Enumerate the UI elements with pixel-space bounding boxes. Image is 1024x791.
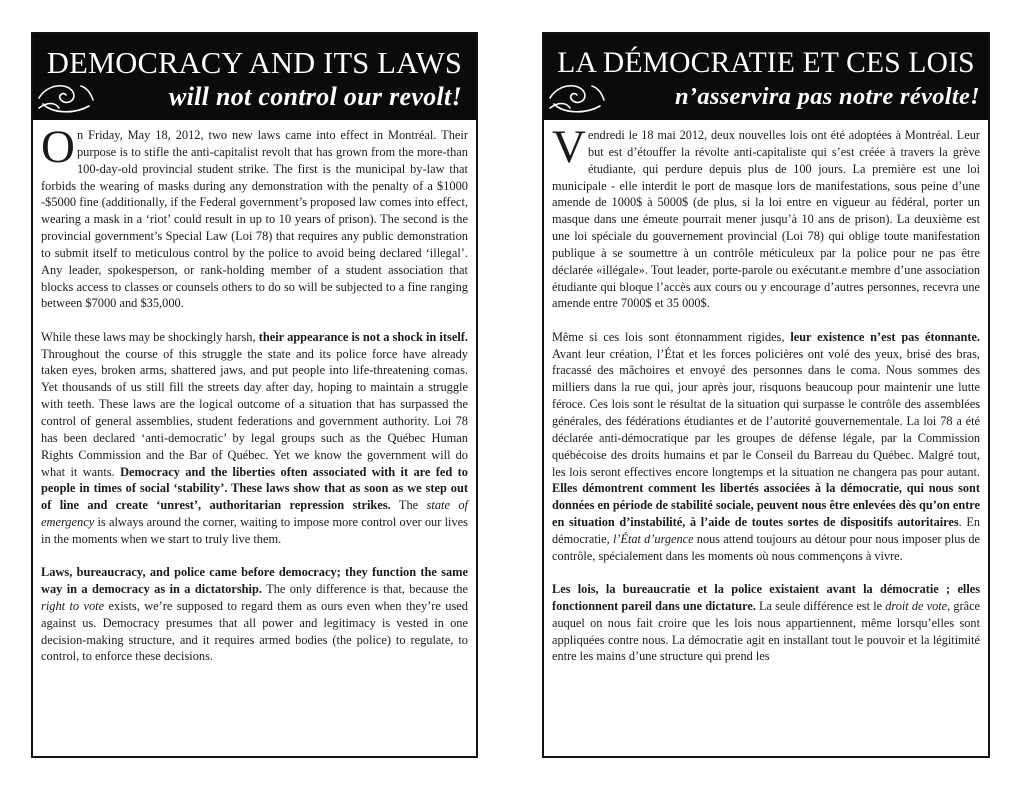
page-title: DEMOCRACY AND ITS LAWS (46, 46, 463, 80)
p2-f: state of emergency (41, 498, 468, 530)
paragraph-1 (552, 121, 980, 312)
page-title: LA DÉMOCRATIE ET CES LOIS (557, 47, 975, 79)
p3-c: right to vote (41, 598, 105, 613)
title-banner (544, 34, 988, 120)
p2-c: Avant leur création, l’État et les forces policières ont volé des yeux, brisé des bras, fracassé des mâchoires et envoyé des personnes dans le coma. Nous sommes des milliers dans la rue qui, jour après jour, risquons beaucoup pour maintenir une lutte féroce. Ces lois sont le résultat de la situation qui surpasse le contrôle des assemblées générales, des fédérations étudiantes et de l’autorité gouvernementale. La loi 78 a été déclarée anti-démocratique par les groupes de défense légale, par la Commission québécoise des droits humains et par le Conseil du Barreau du Québec. Malgré tout, les lois seront effectives encore longtemps et la situation ne changera pas pour autant. (552, 346, 980, 479)
drop-cap: O (41, 121, 75, 173)
page-subtitle: will not control our revolt! (168, 82, 462, 111)
p2-b: their appearance is not a shock in itself. (258, 329, 468, 344)
paragraph-3 (552, 581, 980, 665)
drop-cap: V (552, 121, 586, 173)
p2-a: Même si ces lois sont étonnamment rigides, (552, 329, 791, 344)
paragraph-3 (41, 564, 468, 665)
paragraph-1 (41, 121, 468, 312)
p2-e: The (390, 498, 427, 513)
page-french (542, 32, 990, 758)
p3-b: La seule différence est le (755, 598, 886, 613)
p3-d: , grâce auquel on nous fait croire que les lois nous appartiennent, même lorsqu’elles sont appliquées contre nous. La démocratie agit en installant tout le pouvoir et la légitimité entre les mains d’une structure qui prend les (552, 598, 980, 664)
title-banner (33, 34, 476, 120)
p3-b: The only difference is that, because the (262, 582, 469, 597)
p2-g: is always around the corner, waiting to impose more control over our lives in the moments when we start to truly live them. (41, 515, 468, 546)
page-english (31, 32, 478, 758)
swirl-ornament-icon (37, 78, 95, 116)
paragraph-2 (41, 329, 468, 548)
p3-a: Les lois, la bureaucratie et la police existaient avant la démocratie ; elles fonctionnent pareil dans une dictature. (552, 582, 980, 613)
p2-d: Democracy and the liberties often associated with it are fed to people in times of social ‘stability’. These laws show that as soon as we step out of line and create ‘unrest’, authoritarian repression strikes. (41, 464, 468, 513)
p2-a: While these laws may be shockingly harsh, (41, 329, 259, 344)
swirl-ornament-icon (548, 78, 606, 116)
article-body (544, 120, 988, 665)
paragraph-2 (552, 329, 980, 565)
p2-f: l’État d’urgence (612, 531, 694, 546)
paragraph-1-text: endredi le 18 mai 2012, deux nouvelles lois ont été adoptées à Montréal. Leur but est d’étouffer la révolte anti-capitaliste qui s’est créée à travers la grève étudiante, qui perdure depuis plus de 100 jours. La première est une loi municipale - elle interdit le port de masque lors de manifestations, sous peine d’une amende de 1000$ à 5000$ (de plus, si la loi entre en vigueur au fédéral, porter un masque dans une émeute pourrait mener jusqu’à 10 ans de prison). La deuxième est une loi spéciale du gouvernement provincial (Loi 78) qui oblige toute manifestation publique à se soumettre à un contrôle méticuleux par la police pour ne pas être déclarée «illégale». Tout leader, porte-parole ou exécutant.e membre d’une association étudiante qui bloque l’accès aux cours ou y encourage d’autres personnes, recevra une amende entre 7000$ et 35 000$. (552, 128, 980, 311)
p3-c: droit de vote (885, 598, 948, 613)
p2-d: Elles démontrent comment les libertés associées à la démocratie, qui nous sont données en période de stabilité sociale, peuvent nous être enlevées dès qu’on entre en situation d’instabilité, à l’aide de toutes sortes de dispositifs autoritaires (552, 481, 980, 530)
page-subtitle: n’asservira pas notre révolte! (674, 83, 980, 110)
p2-g: nous attend toujours au détour pour nous imposer plus de contrôle, spécialement dans les moments où nous commençons à vivre. (552, 531, 980, 563)
p2-b: leur existence n’est pas étonnante. (790, 329, 981, 344)
p3-a: Laws, bureaucracy, and police came before democracy; they function the same way in a democracy as in a dictatorship. (41, 565, 468, 597)
article-body (33, 120, 476, 665)
p2-c: Throughout the course of this struggle the state and its police force have already taken eyes, broken arms, shattered jaws, and put people into life-threatening comas. Yet thousands of us still fill the streets day after day, hoping to maintain a struggle with teeth. These laws are the logical outcome of a situation that has surpassed the control of general assemblies, student federations and government authority. Loi 78 has been declared ‘anti-democratic’ by legal groups such as the Québec Human Rights Commission and the Bar of Québec. Yet we know the government will do what it wants. (41, 346, 468, 479)
paragraph-1-text: n Friday, May 18, 2012, two new laws came into effect in Montréal. Their purpose is to stifle the anti-capitalist revolt that has grown from the more-than 100-day-old provincial student strike. The first is the municipal by-law that forbids the wearing of masks during any demonstration with the penalty of a $1000 -$5000 fine (additionally, if the Federal government’s proposed law comes into effect, wearing a mask in a ‘riot’ could result in up to 10 years of prison). The second is the provincial government’s Special Law (Loi 78) that requires any public demonstration to submit itself to meticulous control by the police to avoid being declared ‘illegal’. Any leader, spokesperson, or rank-holding member of a student association that blocks access to classes or counsels others to do so will be subjected to a fine ranging between $7000 and $35,000. (41, 128, 468, 311)
p3-d: exists, we’re supposed to regard them as ours even when they’re used against us. Democracy presumes that all power and legitimacy is vested in one decision-making structure, and it requires armed bodies (the police) to regulate, to control, to enforce these decisions. (41, 598, 468, 664)
p2-e: . En démocratie, (552, 515, 981, 546)
